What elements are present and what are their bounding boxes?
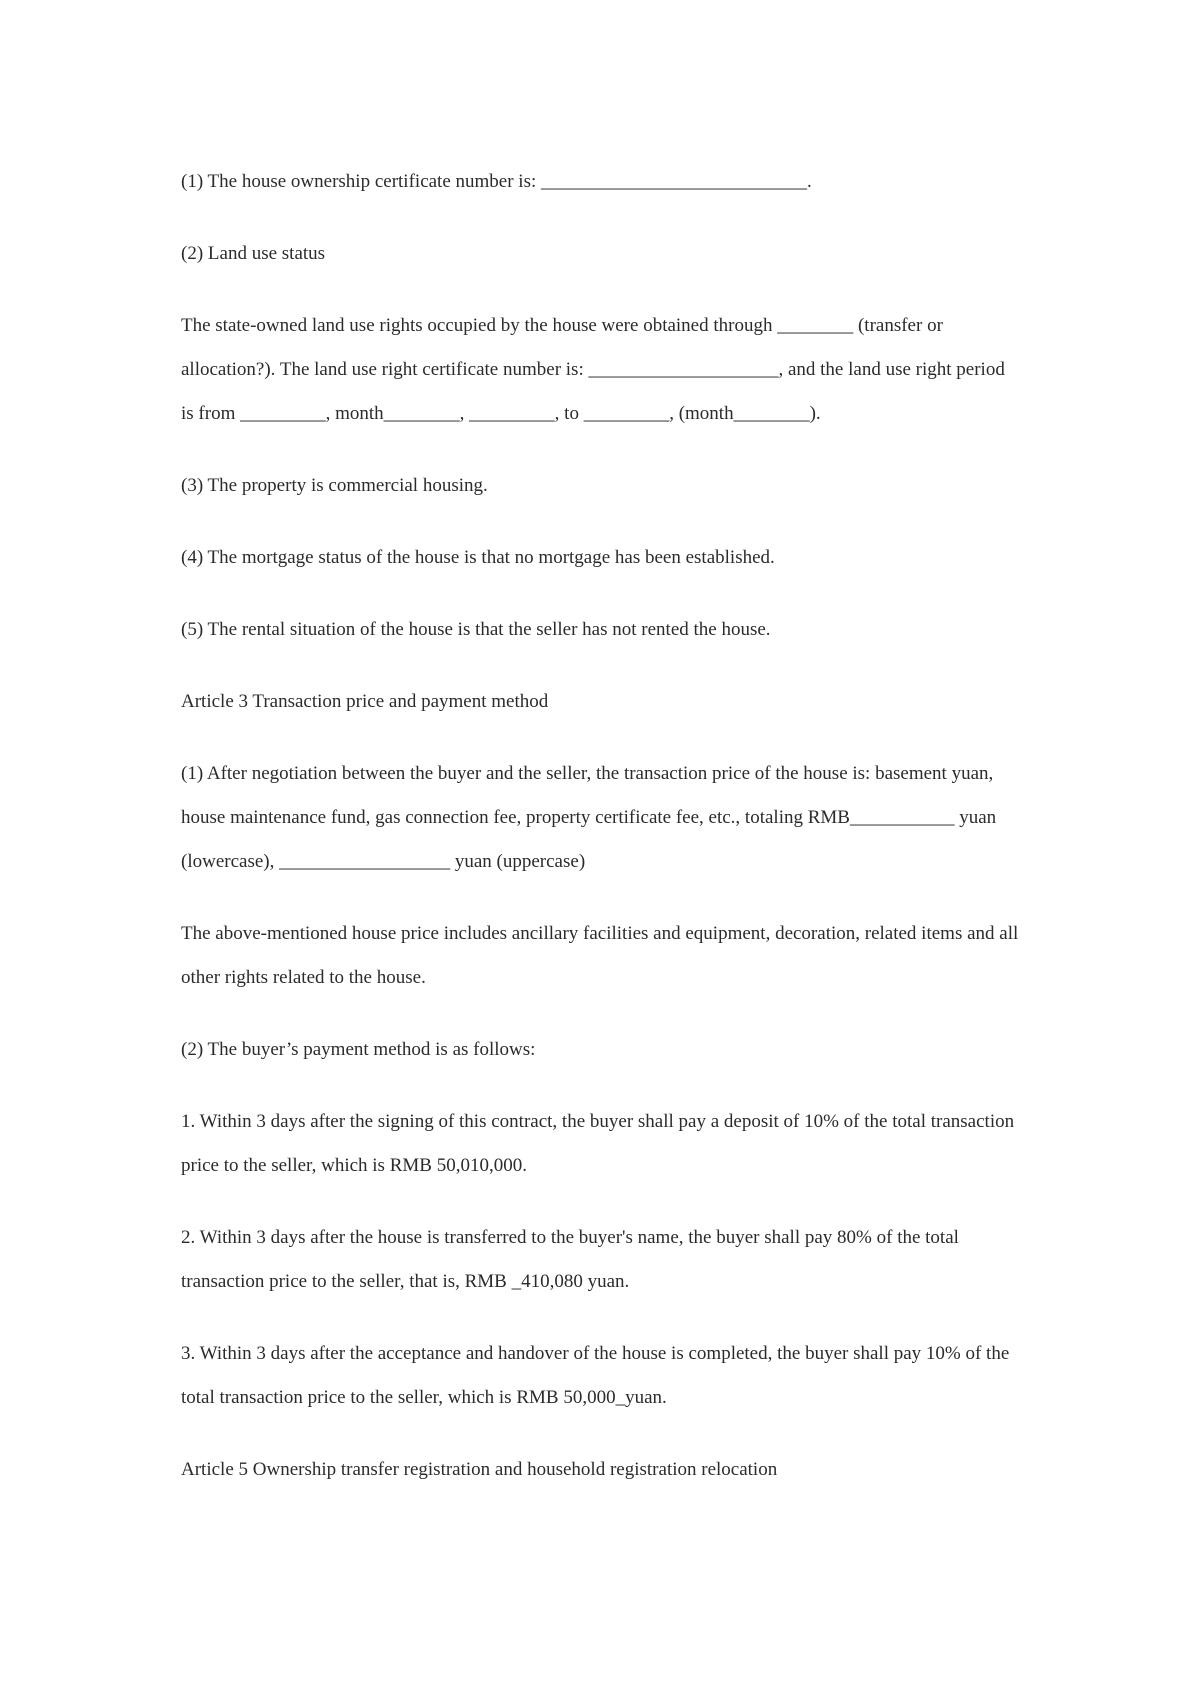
commercial-housing-paragraph: (3) The property is commercial housing. bbox=[181, 475, 488, 496]
price-includes-paragraph: The above-mentioned house price includes ancillary facilities and equipment, decoration, related items and all other rights related to the house. bbox=[181, 923, 1024, 988]
mortgage-status-paragraph: (4) The mortgage status of the house is that no mortgage has been established. bbox=[181, 547, 775, 568]
payment-method-heading: (2) The buyer’s payment method is as follows: bbox=[181, 1039, 536, 1060]
document-page bbox=[181, 160, 1024, 1520]
article-5-heading: Article 5 Ownership transfer registration and household registration relocation bbox=[181, 1459, 778, 1480]
land-use-heading: (2) Land use status bbox=[181, 243, 326, 264]
transaction-price-paragraph: (1) After negotiation between the buyer and the seller, the transaction price of the house is: basement yuan, house maintenance fund, gas connection fee, property certificate fee, etc., totaling RMB___________ yuan (lowercase), __________________ yuan (uppercase) bbox=[181, 763, 1001, 872]
payment-item-3: 3. Within 3 days after the acceptance and handover of the house is completed, the buyer shall pay 10% of the total transaction price to the seller, which is RMB 50,000_yuan. bbox=[181, 1343, 1015, 1408]
payment-item-1: 1. Within 3 days after the signing of this contract, the buyer shall pay a deposit of 10% of the total transaction price to the seller, which is RMB 50,010,000. bbox=[181, 1111, 1019, 1176]
payment-item-2: 2. Within 3 days after the house is transferred to the buyer's name, the buyer shall pay 80% of the total transaction price to the seller, that is, RMB _410,080 yuan. bbox=[181, 1227, 964, 1292]
rental-situation-paragraph: (5) The rental situation of the house is that the seller has not rented the house. bbox=[181, 619, 771, 640]
article-3-heading: Article 3 Transaction price and payment method bbox=[181, 691, 549, 712]
land-use-details-paragraph: The state-owned land use rights occupied by the house were obtained through ________ (transfer or allocation?). The land use right certificate number is: ____________________, and the land use right period is from _________, month________, _________, to _________, (month________). bbox=[181, 315, 1010, 424]
house-certificate-paragraph: (1) The house ownership certificate number is: ____________________________. bbox=[181, 171, 812, 192]
